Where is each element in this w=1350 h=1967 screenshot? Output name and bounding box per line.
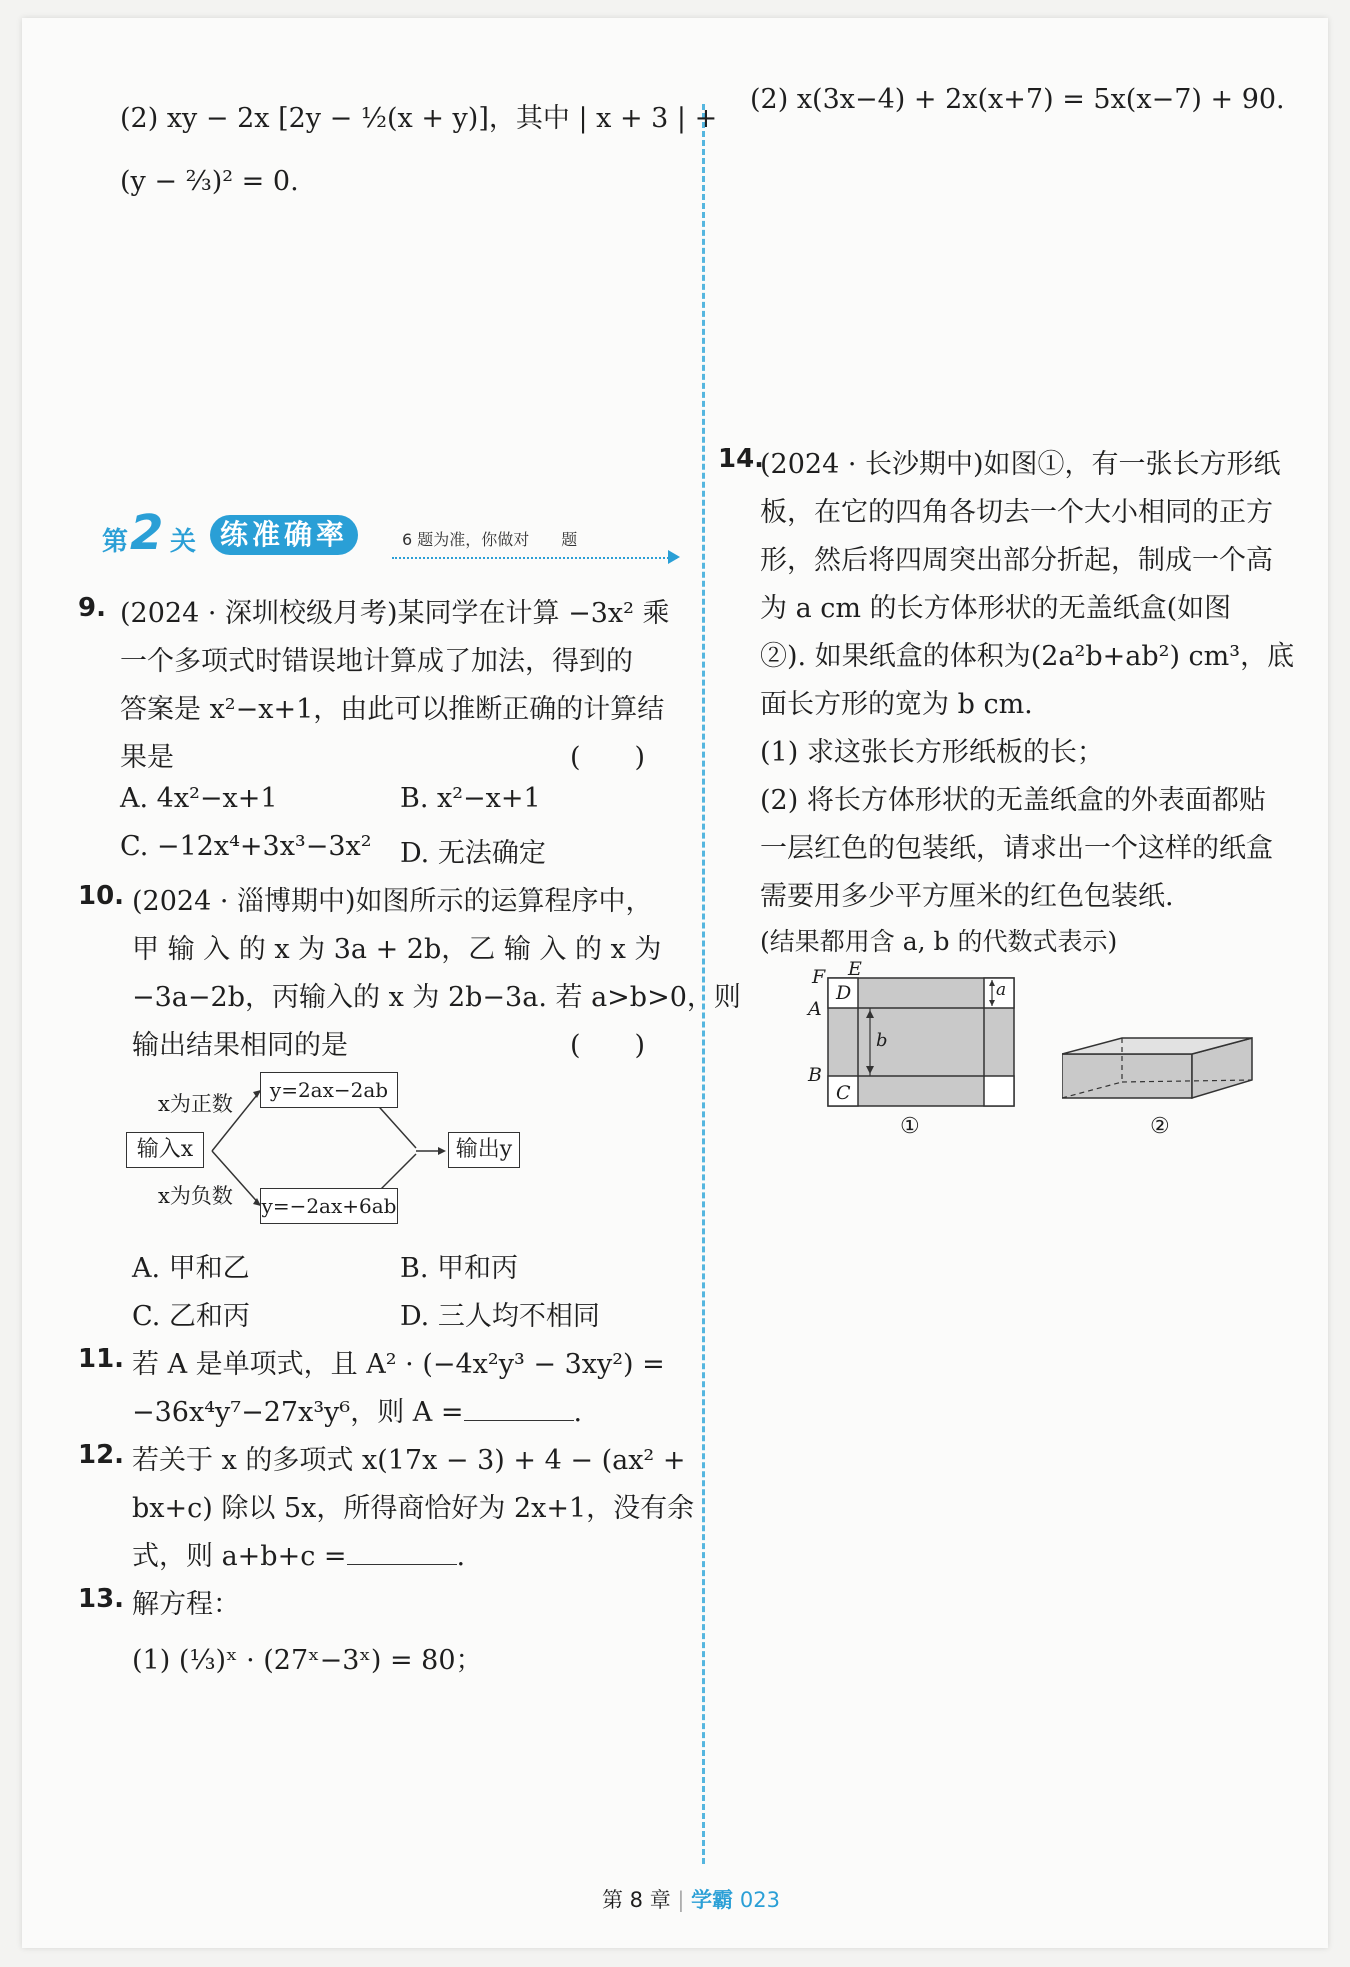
q14-line-10: 需要用多少平方厘米的红色包装纸. — [760, 881, 1174, 912]
figure-2-caption: ② — [1150, 1114, 1170, 1139]
q10-line-3: −3a−2b，丙输入的 x 为 2b−3a. 若 a>b>0，则 — [132, 982, 741, 1013]
q10-line-1: (2024 · 淄博期中)如图所示的运算程序中， — [132, 886, 653, 917]
q12-line-3: 式，则 a+b+c = . — [132, 1534, 465, 1573]
q9-option-a[interactable]: A. 4x²−x+1 — [120, 783, 278, 814]
q10-number: 10. — [78, 881, 125, 911]
q10-answer-paren[interactable]: ( ) — [570, 1030, 646, 1061]
label-C: C — [836, 1082, 851, 1104]
flow-positive-label: x为正数 — [158, 1092, 233, 1116]
q14-line-2: 板，在它的四角各切去一个大小相同的正方 — [760, 497, 1273, 528]
label-A: A — [808, 998, 822, 1020]
q9-option-d[interactable]: D. 无法确定 — [400, 838, 546, 869]
label-a: a — [996, 980, 1007, 1000]
q11-answer-blank[interactable] — [464, 1394, 574, 1421]
section-note: 6 题为准，你做对 题 — [402, 530, 578, 549]
q12-number: 12. — [78, 1440, 125, 1470]
worksheet-page — [22, 18, 1328, 1948]
q14-line-4: 为 a cm 的长方体形状的无盖纸盒(如图 — [760, 593, 1232, 624]
flow-negative-formula: y=−2ax+6ab — [260, 1188, 398, 1224]
footer-brand: 学霸 — [691, 1888, 734, 1912]
q13-number: 13. — [78, 1584, 125, 1614]
label-F: F — [812, 966, 826, 988]
q9-line-3: 答案是 x²−x+1，由此可以推断正确的计算结 — [120, 694, 665, 725]
q9-answer-paren[interactable]: ( ) — [570, 742, 646, 773]
footer-separator: | — [677, 1888, 685, 1912]
section-title: 练准确率 — [210, 515, 358, 555]
figure-1-caption: ① — [900, 1114, 920, 1139]
q9-line-2: 一个多项式时错误地计算成了加法，得到的 — [120, 646, 633, 677]
q14-figure-1 — [786, 948, 1026, 1138]
q12-line-3-text: 式，则 a+b+c = — [132, 1541, 347, 1572]
figure-2-drawing — [1062, 1018, 1272, 1108]
label-b: b — [876, 1030, 888, 1051]
arrow-right-icon — [668, 550, 680, 564]
label-E: E — [848, 958, 862, 980]
footer — [602, 1884, 780, 1914]
label-B: B — [808, 1064, 822, 1086]
q10-line-2: 甲 输 入 的 x 为 3a + 2b，乙 输 入 的 x 为 — [132, 934, 662, 965]
flow-negative-label: x为负数 — [158, 1184, 233, 1208]
q10-option-b[interactable]: B. 甲和丙 — [400, 1253, 519, 1284]
q11-line-2: −36x⁴y⁷−27x³y⁶，则 A = . — [132, 1390, 582, 1429]
q10-option-a[interactable]: A. 甲和乙 — [132, 1253, 250, 1284]
q14-line-8: (2) 将长方体形状的无盖纸盒的外表面都贴 — [760, 785, 1266, 816]
q10-flowchart — [126, 1066, 646, 1236]
q10-option-c[interactable]: C. 乙和丙 — [132, 1301, 250, 1332]
flow-output-box: 输出y — [448, 1132, 520, 1168]
q10-option-d[interactable]: D. 三人均不相同 — [400, 1301, 600, 1332]
section-number: 2 — [130, 505, 164, 561]
prev-equation-part2: (2) x(3x−4) + 2x(x+7) = 5x(x−7) + 90. — [750, 84, 1285, 115]
q12-answer-blank[interactable] — [347, 1538, 457, 1565]
q12-line-2: bx+c) 除以 5x，所得商恰好为 2x+1，没有余 — [132, 1493, 695, 1524]
q9-number: 9. — [78, 593, 106, 623]
q9-line-1: (2024 · 深圳校级月考)某同学在计算 −3x² 乘 — [120, 598, 670, 629]
q14-line-1: (2024 · 长沙期中)如图①，有一张长方形纸 — [760, 449, 1281, 480]
q14-line-6: 面长方形的宽为 b cm. — [760, 689, 1033, 720]
q11-line-2-text: −36x⁴y⁷−27x³y⁶，则 A = — [132, 1397, 464, 1428]
prev-question-part2-line1: (2) xy − 2x [2y − ½(x + y)]，其中 | x + 3 | + — [120, 103, 718, 134]
q11-line-1: 若 A 是单项式，且 A² · (−4x²y³ − 3xy²) = — [132, 1349, 665, 1380]
q9-option-c[interactable]: C. −12x⁴+3x³−3x² — [120, 831, 372, 862]
q14-line-9: 一层红色的包装纸，请求出一个这样的纸盒 — [760, 833, 1273, 864]
footer-page-number: 023 — [739, 1888, 780, 1912]
q14-line-7: (1) 求这张长方形纸板的长； — [760, 737, 1104, 768]
q14-line-11: (结果都用含 a, b 的代数式表示) — [760, 927, 1118, 956]
q9-option-b[interactable]: B. x²−x+1 — [400, 783, 541, 814]
section-banner — [102, 505, 672, 565]
section-underline — [392, 557, 677, 559]
q14-figure-2 — [1062, 1018, 1272, 1138]
section-prefix: 第 — [102, 527, 129, 557]
prev-question-part2-line2: (y − ⅔)² = 0. — [120, 166, 299, 197]
q12-line-1: 若关于 x 的多项式 x(17x − 3) + 4 − (ax² + — [132, 1445, 686, 1476]
q13-title: 解方程： — [132, 1589, 240, 1620]
flow-positive-formula: y=2ax−2ab — [260, 1072, 398, 1108]
label-D: D — [836, 982, 852, 1004]
q9-line-4: 果是 — [120, 742, 174, 773]
q11-number: 11. — [78, 1344, 125, 1374]
q14-line-5: ②). 如果纸盒的体积为(2a²b+ab²) cm³，底 — [760, 641, 1295, 672]
flow-input-box: 输入x — [126, 1132, 204, 1168]
section-suffix: 关 — [170, 527, 197, 557]
q14-number: 14. — [718, 444, 765, 474]
footer-chapter: 第 8 章 — [602, 1888, 671, 1912]
q13-part1: (1) (⅓)ˣ · (27ˣ−3ˣ) = 80； — [132, 1645, 483, 1676]
q14-line-3: 形，然后将四周突出部分折起，制成一个高 — [760, 545, 1273, 576]
q10-line-4: 输出结果相同的是 — [132, 1030, 348, 1061]
